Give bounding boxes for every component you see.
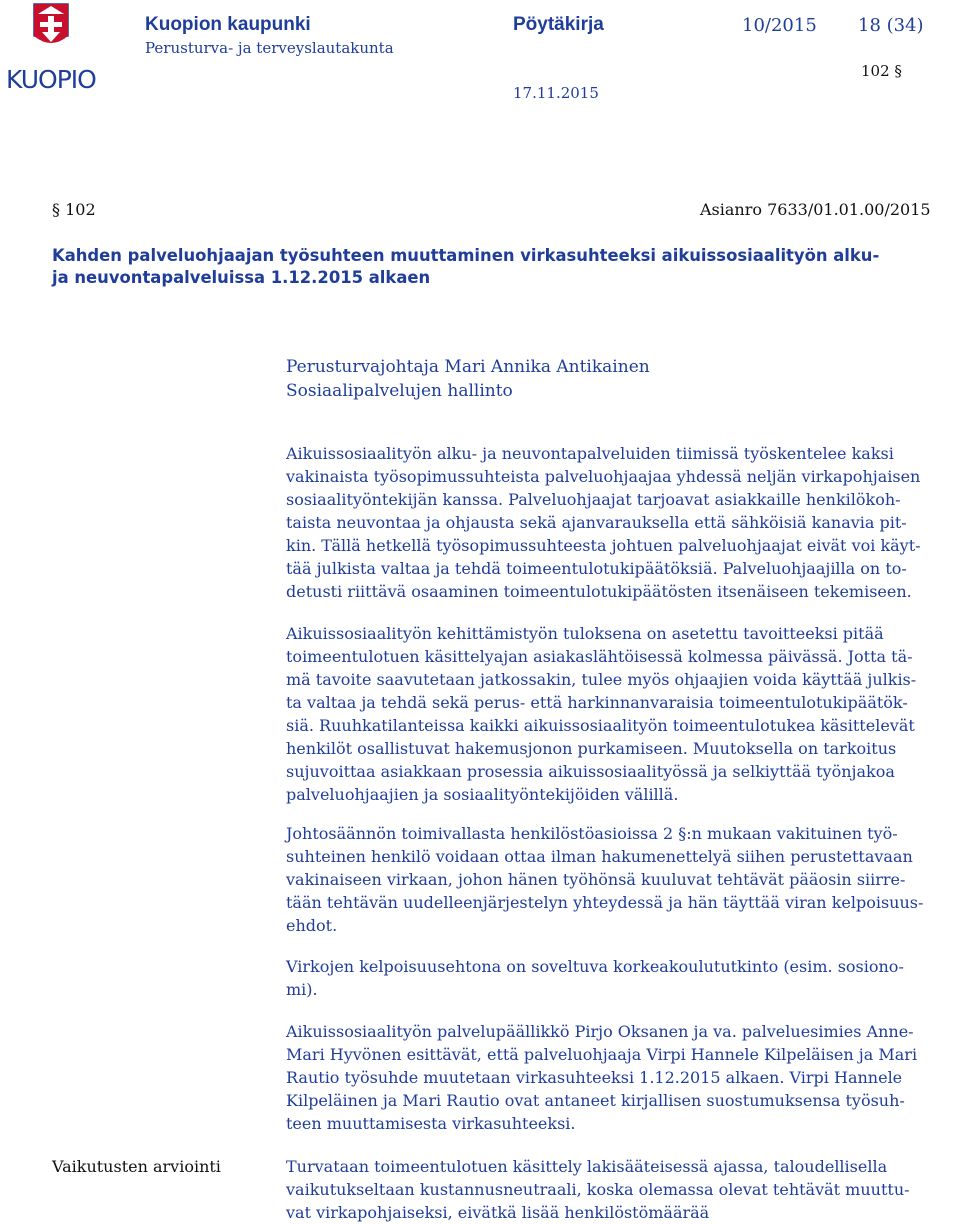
text-line: henkilöt osallistuvat hakemusjonon purkamiseen. Muutoksella on tarkoitus (286, 739, 897, 758)
document-type: Pöytäkirja (513, 14, 604, 35)
text-line: Mari Hyvönen esittävät, että palveluohjaaja Virpi Hannele Kilpeläisen ja Mari (286, 1045, 918, 1064)
text-line: Aikuissosiaalityön palvelupäällikkö Pirjo Oksanen ja va. palveluesimies Anne- (286, 1022, 914, 1041)
meeting-date: 17.11.2015 (513, 84, 599, 102)
text-line: Turvataan toimeentulotuen käsittely lakisääteisessä ajassa, taloudellisella (286, 1157, 888, 1176)
text-line: kin. Tällä hetkellä työsopimussuhteesta johtuen palveluohjaajat eivät voi käyt- (286, 536, 921, 555)
text-line: vakinaista työsopimussuhteista palveluohjaajaa yhdessä neljän virkapohjaisen (286, 467, 921, 486)
paragraph-4 (286, 955, 960, 1001)
text-line: tään tehtävän uudelleenjärjestelyn yhteydessä ja hän täyttää viran kelpoisuus- (286, 893, 924, 912)
header-section-ref (861, 62, 902, 80)
section-sign-icon: § (894, 62, 902, 80)
text-line: Aikuissosiaalityön alku- ja neuvontapalveluiden tiimissä työskentelee kaksi (286, 444, 894, 463)
section-sign-icon: § (52, 200, 60, 219)
organization-name: Kuopion kaupunki (145, 14, 311, 35)
text-line: siä. Ruuhkatilanteissa kaikki aikuissosiaalityön toimeentulotukea käsittelevät (286, 716, 915, 735)
logo-wordmark: KUOPIO (6, 65, 96, 94)
text-line: mä tavoite saavutetaan jatkossakin, tulee myös ohjaajien voida käyttää julkis- (286, 670, 917, 689)
header-section-number: 102 (861, 62, 890, 80)
text-line: toimeentulotuen käsittelyajan asiakaslähtöisessä kolmessa päivässä. Jotta tä- (286, 647, 913, 666)
text-line: sosiaalityöntekijän kanssa. Palveluohjaajat tarjoavat asiakkaille henkilökoh- (286, 490, 901, 509)
text-line: detusti riittävä osaaminen toimeentulotukipäätösten itsenäiseen tekemiseen. (286, 582, 912, 601)
paragraph-5 (286, 1020, 960, 1135)
paragraph-3 (286, 822, 960, 937)
text-line: vat virkapohjaiseksi, eivätkä lisää henkilöstömäärää (286, 1203, 710, 1222)
diary-number: Asianro 7633/01.01.00/2015 (700, 200, 931, 219)
page-indicator: 18 (34) (858, 15, 924, 36)
text-line: ta valtaa ja tehdä sekä perus- että harkinnanvaraisia toimeentulotukipäätök- (286, 693, 908, 712)
section-title-line: ja neuvontapalveluissa 1.12.2015 alkaen (52, 268, 431, 287)
board-name: Perusturva- ja terveyslautakunta (145, 39, 394, 57)
text-line: palveluohjaajien ja sosiaalityöntekijöiden välillä. (286, 785, 679, 804)
text-line: Kilpeläinen ja Mari Rautio ovat antaneet kirjallisen suostumuksensa työsuh- (286, 1091, 905, 1110)
text-line: ehdot. (286, 916, 338, 935)
preparer-name: Perusturvajohtaja Mari Annika Antikainen (286, 357, 650, 377)
kuopio-logo (4, 2, 100, 94)
impact-text (286, 1155, 960, 1224)
text-line: vaikutukseltaan kustannusneutraali, koska olemassa olevat tehtävät muuttu- (286, 1180, 910, 1199)
impact-label: Vaikutusten arviointi (52, 1157, 221, 1176)
text-line: tää julkista valtaa ja tehdä toimeentulotukipäätöksiä. Palveluohjaajilla on to- (286, 559, 907, 578)
text-line: Virkojen kelpoisuusehtona on soveltuva korkeakoulututkinto (esim. sosiono- (286, 957, 904, 976)
document-number: 10/2015 (742, 15, 817, 36)
text-line: Aikuissosiaalityön kehittämistyön tuloksena on asetettu tavoitteeksi pitää (286, 624, 884, 643)
section-title-line: Kahden palveluohjaajan työsuhteen muuttaminen virkasuhteeksi aikuissosiaalityön alku- (52, 246, 880, 265)
preparer-block (286, 355, 926, 403)
section-number: 102 (65, 200, 96, 219)
text-line: vakinaiseen virkaan, johon hänen työhönsä kuuluvat tehtävät pääosin siirre- (286, 870, 906, 889)
text-line: suhteinen henkilö voidaan ottaa ilman hakumenettelyä siihen perustettavaan (286, 847, 913, 866)
paragraph-1 (286, 442, 960, 603)
coat-of-arms-icon (4, 2, 100, 94)
preparer-unit: Sosiaalipalvelujen hallinto (286, 381, 513, 401)
text-line: taista neuvontaa ja ohjausta sekä ajanvarauksella että sähköisiä kanavia pit- (286, 513, 907, 532)
text-line: mi). (286, 980, 318, 999)
section-reference (52, 200, 96, 219)
section-title (52, 245, 932, 289)
text-line: Johtosäännön toimivallasta henkilöstöasioissa 2 §:n mukaan vakituinen työ- (286, 824, 898, 843)
paragraph-2 (286, 622, 960, 806)
text-line: sujuvoittaa asiakkaan prosessia aikuissosiaalityössä ja selkiyttää työnjakoa (286, 762, 895, 781)
text-line: teen muuttamisesta virkasuhteeksi. (286, 1114, 576, 1133)
text-line: Rautio työsuhde muutetaan virkasuhteeksi 1.12.2015 alkaen. Virpi Hannele (286, 1068, 903, 1087)
